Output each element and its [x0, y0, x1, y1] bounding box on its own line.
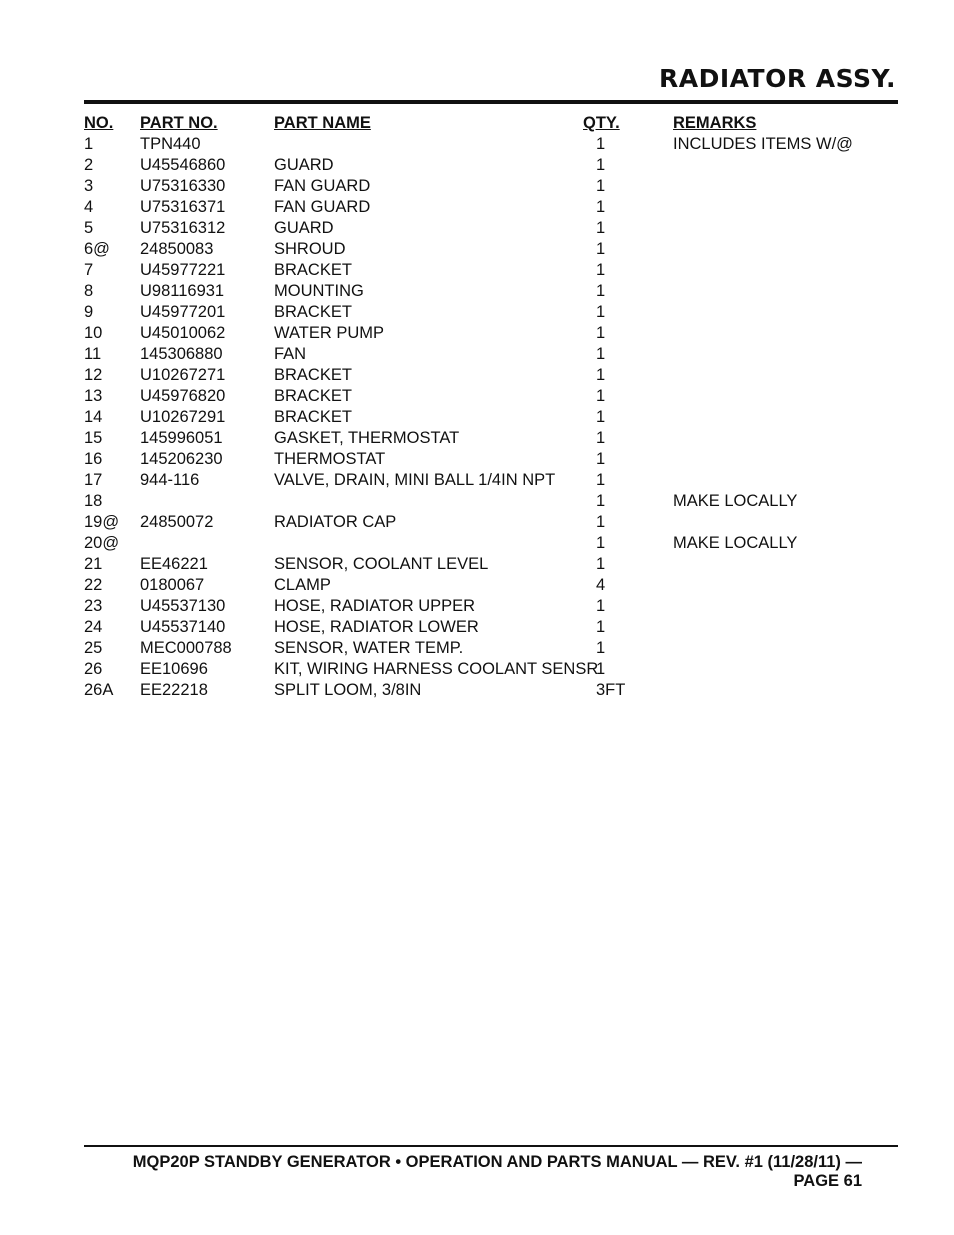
item-number: 4 [84, 198, 94, 216]
quantity: 1 [596, 324, 606, 342]
quantity: 1 [596, 387, 606, 405]
item-number: 14 [84, 408, 103, 426]
item-number: 6@ [84, 240, 110, 258]
part-name: BRACKET [274, 261, 352, 279]
part-name: WATER PUMP [274, 324, 384, 342]
item-number: 22 [84, 576, 103, 594]
quantity: 1 [596, 492, 606, 510]
part-name: SPLIT LOOM, 3/8IN [274, 681, 422, 699]
remarks: MAKE LOCALLY [673, 492, 798, 510]
quantity: 1 [596, 513, 606, 531]
item-number: 13 [84, 387, 103, 405]
part-number: 145206230 [140, 450, 223, 468]
quantity: 1 [596, 555, 606, 573]
header-no: NO. [84, 114, 114, 132]
part-number: U75316371 [140, 198, 226, 216]
item-number: 5 [84, 219, 94, 237]
item-number: 20@ [84, 534, 120, 552]
part-number: U45010062 [140, 324, 226, 342]
item-number: 21 [84, 555, 103, 573]
item-number: 2 [84, 156, 94, 174]
header-remarks: REMARKS [673, 114, 757, 132]
quantity: 1 [596, 135, 606, 153]
part-number: EE46221 [140, 555, 208, 573]
item-number: 26A [84, 681, 114, 699]
part-number: U98116931 [140, 282, 225, 300]
table-row [84, 596, 874, 617]
parts-list [84, 113, 874, 701]
part-number: EE10696 [140, 660, 208, 678]
table-row [84, 449, 874, 470]
item-number: 18 [84, 492, 103, 510]
quantity: 1 [596, 282, 606, 300]
table-row [84, 302, 874, 323]
table-row [84, 218, 874, 239]
quantity: 1 [596, 198, 606, 216]
table-row [84, 134, 874, 155]
table-row [84, 197, 874, 218]
quantity: 1 [596, 240, 606, 258]
part-number: U45977221 [140, 261, 226, 279]
table-row [84, 575, 874, 596]
part-number: MEC000788 [140, 639, 232, 657]
part-number: 145306880 [140, 345, 223, 363]
table-row [84, 281, 874, 302]
item-number: 16 [84, 450, 103, 468]
item-number: 12 [84, 366, 103, 384]
table-row [84, 491, 874, 512]
table-row [84, 470, 874, 491]
part-name: GASKET, THERMOSTAT [274, 429, 460, 447]
quantity: 1 [596, 639, 606, 657]
part-name: HOSE, RADIATOR LOWER [274, 618, 479, 636]
quantity: 1 [596, 345, 606, 363]
footer-rule [84, 1145, 898, 1147]
quantity: 1 [596, 219, 606, 237]
part-number: U10267271 [140, 366, 226, 384]
part-name: KIT, WIRING HARNESS COOLANT SENSR [274, 660, 599, 678]
table-row [84, 386, 874, 407]
table-row [84, 365, 874, 386]
item-number: 17 [84, 471, 103, 489]
item-number: 25 [84, 639, 103, 657]
table-row [84, 680, 874, 701]
part-number: U45537130 [140, 597, 226, 615]
item-number: 19@ [84, 513, 120, 531]
part-name: BRACKET [274, 408, 352, 426]
quantity: 1 [596, 534, 606, 552]
item-number: 7 [84, 261, 94, 279]
table-row [84, 533, 874, 554]
part-name: BRACKET [274, 387, 352, 405]
item-number: 26 [84, 660, 103, 678]
part-name: FAN GUARD [274, 177, 371, 195]
part-name: BRACKET [274, 366, 352, 384]
part-name: FAN GUARD [274, 198, 371, 216]
part-name: THERMOSTAT [274, 450, 386, 468]
item-number: 1 [84, 135, 94, 153]
table-row [84, 239, 874, 260]
table-row [84, 407, 874, 428]
part-number: U75316312 [140, 219, 226, 237]
quantity: 1 [596, 261, 606, 279]
header-part-name: PART NAME [274, 114, 371, 132]
item-number: 15 [84, 429, 103, 447]
table-row [84, 428, 874, 449]
part-name: CLAMP [274, 576, 331, 594]
table-row [84, 638, 874, 659]
item-number: 8 [84, 282, 94, 300]
remarks: INCLUDES ITEMS W/@ [673, 135, 853, 153]
part-name: BRACKET [274, 303, 352, 321]
item-number: 3 [84, 177, 94, 195]
part-name: SENSOR, WATER TEMP. [274, 639, 464, 657]
table-row [84, 617, 874, 638]
quantity: 1 [596, 408, 606, 426]
part-number: 145996051 [140, 429, 223, 447]
parts-rows [84, 134, 874, 701]
part-number: U45537140 [140, 618, 226, 636]
table-row [84, 155, 874, 176]
table-row [84, 323, 874, 344]
part-number: U10267291 [140, 408, 226, 426]
part-number: 0180067 [140, 576, 205, 594]
item-number: 10 [84, 324, 103, 342]
parts-list-header [84, 113, 874, 134]
part-name: SENSOR, COOLANT LEVEL [274, 555, 489, 573]
remarks: MAKE LOCALLY [673, 534, 798, 552]
part-name: FAN [274, 345, 307, 363]
part-number: 944-116 [140, 471, 200, 489]
part-number: U45977201 [140, 303, 226, 321]
quantity: 1 [596, 660, 606, 678]
quantity: 1 [596, 177, 606, 195]
item-number: 9 [84, 303, 94, 321]
part-name: HOSE, RADIATOR UPPER [274, 597, 476, 615]
part-name: RADIATOR CAP [274, 513, 397, 531]
quantity: 1 [596, 156, 606, 174]
part-name: VALVE, DRAIN, MINI BALL 1/4IN NPT [274, 471, 556, 489]
page-title: RADIATOR ASSY. [658, 64, 896, 93]
item-number: 24 [84, 618, 103, 636]
page-footer: MQP20P STANDBY GENERATOR • OPERATION AND PARTS MANUAL — REV. #1 (11/28/11) — PAGE 61 [132, 1153, 862, 1190]
part-number: EE22218 [140, 681, 208, 699]
table-row [84, 176, 874, 197]
part-name: MOUNTING [274, 282, 364, 300]
quantity: 1 [596, 429, 606, 447]
quantity: 1 [596, 366, 606, 384]
header-qty: QTY. [583, 114, 620, 132]
quantity: 1 [596, 618, 606, 636]
part-number: U45976820 [140, 387, 226, 405]
item-number: 11 [84, 345, 102, 363]
part-number: TPN440 [140, 135, 201, 153]
part-name: SHROUD [274, 240, 346, 258]
part-name: GUARD [274, 156, 334, 174]
quantity: 1 [596, 471, 606, 489]
table-row [84, 659, 874, 680]
table-row [84, 344, 874, 365]
quantity: 1 [596, 303, 606, 321]
table-row [84, 512, 874, 533]
part-name: GUARD [274, 219, 334, 237]
table-row [84, 554, 874, 575]
part-number: 24850083 [140, 240, 214, 258]
quantity: 4 [596, 576, 606, 594]
part-number: U45546860 [140, 156, 226, 174]
quantity: 1 [596, 597, 606, 615]
part-number: U75316330 [140, 177, 226, 195]
quantity: 3FT [596, 681, 626, 699]
title-rule [84, 100, 898, 104]
quantity: 1 [596, 450, 606, 468]
table-row [84, 260, 874, 281]
item-number: 23 [84, 597, 103, 615]
header-part-no: PART NO. [140, 114, 218, 132]
part-number: 24850072 [140, 513, 214, 531]
